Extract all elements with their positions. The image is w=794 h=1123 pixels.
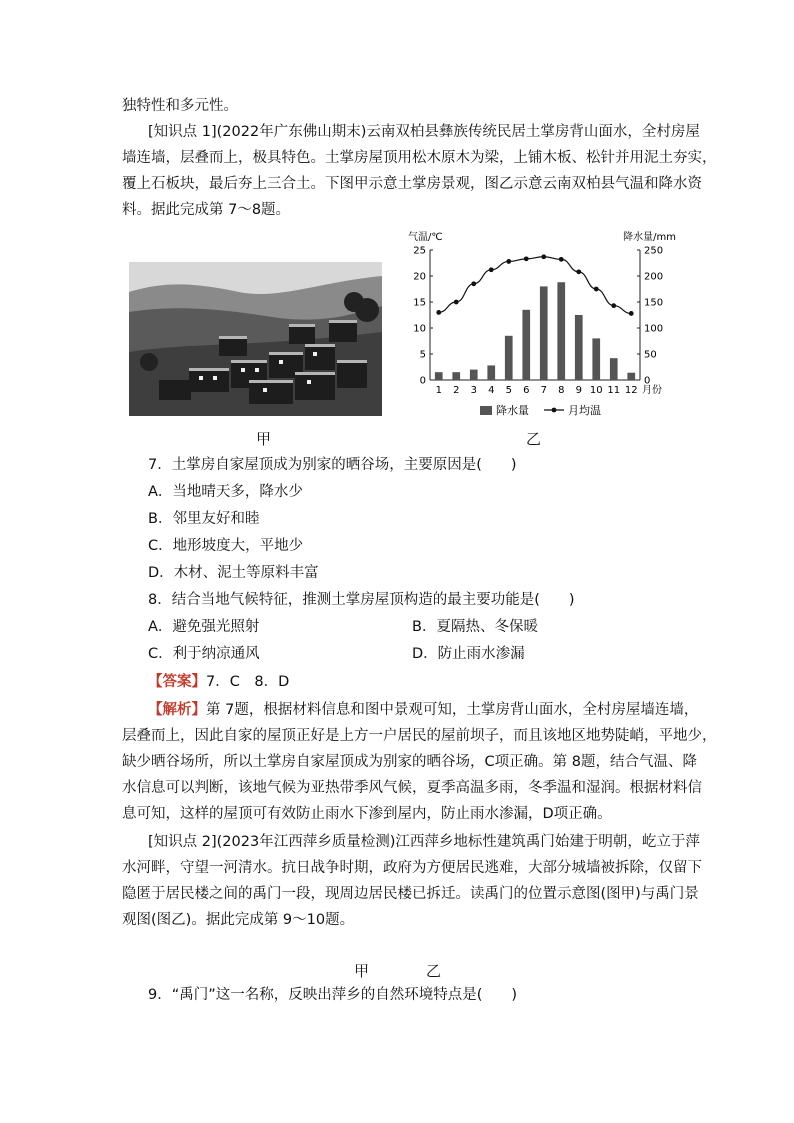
left-tick-label: 15 [413, 297, 426, 309]
q7-option-d: D．木材、泥土等原料丰富 [148, 565, 319, 581]
q8-stem: 8．结合当地气候特征，推测土掌房屋顶构造的最主要功能是( ) [148, 592, 575, 608]
legend-temp-dot [552, 408, 557, 413]
q7-option-b: B．邻里友好和睦 [148, 511, 260, 527]
left-tick-label: 10 [413, 323, 426, 335]
temperature-point [559, 257, 564, 262]
kp2-line-1: [知识点 2](2023年江西萍乡质量检测)江西萍乡地标性建筑禹门始建于明朝，屹立于萍 [148, 834, 700, 850]
x-tick-label: 4 [488, 385, 495, 396]
left-tick-label: 0 [419, 375, 426, 387]
right-tick-label: 200 [644, 271, 664, 283]
q8-option-d: D．防止雨水渗漏 [412, 646, 525, 662]
temperature-point [576, 269, 581, 274]
temperature-point [454, 300, 459, 305]
temperature-point [471, 281, 476, 286]
right-tick-label: 50 [644, 349, 657, 361]
kp2-line-4: 观图(图乙)。据此完成第 9～10题。 [122, 912, 355, 928]
x-tick-label: 9 [575, 385, 582, 396]
x-tick-label: 3 [470, 385, 477, 396]
temperature-point [611, 303, 616, 308]
analysis-tag: 【解析】 [148, 702, 206, 718]
kp1-line-2: 墙连墙，层叠而上，极具特色。土掌房屋顶用松木原木为梁，上铺木板、松针并用泥土夯实， [122, 150, 717, 166]
kp2-line-3: 隐匿于居民楼之间的禹门一段，现周边居民楼已拆迁。读禹门的位置示意图(图甲)与禹门景 [122, 886, 699, 902]
precip-bar [522, 310, 530, 380]
precip-bar [435, 372, 443, 380]
legend-precip-swatch [480, 406, 492, 415]
x-tick-label: 7 [540, 385, 547, 396]
x-tick-label: 8 [558, 385, 565, 396]
precip-bar [610, 358, 618, 380]
precip-bar [557, 282, 565, 380]
precip-bar [592, 338, 600, 380]
left-tick-label: 20 [413, 271, 426, 283]
kp1-line-1: [知识点 1](2022年广东佛山期末)云南双柏县彝族传统民居土掌房背山面水，全村房屋 [148, 124, 700, 140]
right-tick-label: 250 [644, 245, 664, 257]
legend-precip-label: 降水量 [496, 404, 529, 417]
intro-line: 独特性和多元性。 [122, 98, 238, 114]
x-tick-label: 10 [589, 385, 603, 396]
x-axis-unit-label: 月份 [642, 385, 662, 396]
kp2-line-2: 水河畔，守望一河清水。抗日战争时期，政府为方便居民逃难，大部分城墙被拆除，仅留下 [122, 860, 702, 876]
left-axis-label: 气温/℃ [408, 232, 443, 243]
legend-temp-label: 月均温 [568, 404, 601, 417]
caption-yi-1: 乙 [526, 430, 542, 448]
q7-stem: 7．土掌房自家屋顶成为别家的晒谷场，主要原因是( ) [148, 457, 517, 473]
analysis-line-3: 缺少晒谷场所，所以土掌房自家屋顶成为别家的晒谷场，C项正确。第 8题，结合气温、降 [122, 754, 697, 770]
caption-jia-2: 甲 [354, 962, 370, 980]
temperature-point [594, 287, 599, 292]
analysis-line-5: 息可知，这样的屋顶可有效防止雨水下渗到屋内，防止雨水渗漏，D项正确。 [122, 806, 612, 822]
kp1-line-4: 料。据此完成第 7～8题。 [122, 202, 291, 218]
precip-bar [452, 372, 460, 380]
left-tick-label: 25 [413, 245, 426, 257]
caption-yi-2: 乙 [426, 962, 442, 980]
analysis-first: 第 7题，根据材料信息和图中景观可知，土掌房背山面水，全村房屋墙连墙， [206, 702, 699, 718]
answer-tag: 【答案】 [148, 674, 206, 690]
x-tick-label: 5 [505, 385, 512, 396]
precip-bar [575, 315, 583, 380]
temperature-point [541, 254, 546, 259]
x-tick-label: 12 [624, 385, 638, 396]
temperature-line [439, 257, 632, 314]
caption-jia-1: 甲 [256, 430, 272, 448]
right-tick-label: 100 [644, 323, 664, 335]
q7-option-a: A．当地晴天多，降水少 [148, 484, 303, 500]
temperature-point [436, 310, 441, 315]
tuzhangfang-photo [129, 262, 382, 416]
q8-option-a: A．避免强光照射 [148, 619, 260, 635]
analysis-line-1 [148, 700, 708, 720]
precip-bar [627, 373, 635, 380]
precip-bar [540, 286, 548, 380]
answer-text: 7．C 8．D [206, 674, 290, 690]
q7-option-c: C．地形坡度大，平地少 [148, 538, 304, 554]
climate-chart [400, 228, 680, 424]
answer-line [148, 672, 708, 692]
temperature-point [524, 256, 529, 261]
right-tick-label: 0 [644, 375, 651, 387]
kp1-line-3: 覆上石板块，最后夯上三合土。下图甲示意土掌房景观，图乙示意云南双柏县气温和降水资 [122, 176, 702, 192]
precip-bar [505, 336, 513, 380]
precip-bar [470, 370, 478, 380]
q8-option-c: C．利于纳凉通风 [148, 646, 260, 662]
x-tick-label: 11 [607, 385, 621, 396]
left-tick-label: 5 [419, 349, 426, 361]
analysis-line-4: 水信息可以判断，该地气候为亚热带季风气候，夏季高温多雨，冬季温和湿润。根据材料信 [122, 780, 702, 796]
temperature-point [489, 267, 494, 272]
temperature-point [629, 311, 634, 316]
x-tick-label: 6 [523, 385, 530, 396]
q9-stem: 9．“禹门”这一名称，反映出萍乡的自然环境特点是( ) [148, 987, 518, 1003]
right-tick-label: 150 [644, 297, 664, 309]
right-axis-label: 降水量/mm [623, 232, 676, 243]
x-tick-label: 1 [435, 385, 442, 396]
x-tick-label: 2 [453, 385, 460, 396]
analysis-line-2: 层叠而上，因此自家的屋顶正好是上方一户居民的屋前坝子，而且该地区地势陡峭，平地少， [122, 728, 717, 744]
temperature-point [506, 259, 511, 264]
q8-option-b: B．夏隔热、冬保暖 [412, 619, 538, 635]
precip-bar [487, 365, 495, 380]
